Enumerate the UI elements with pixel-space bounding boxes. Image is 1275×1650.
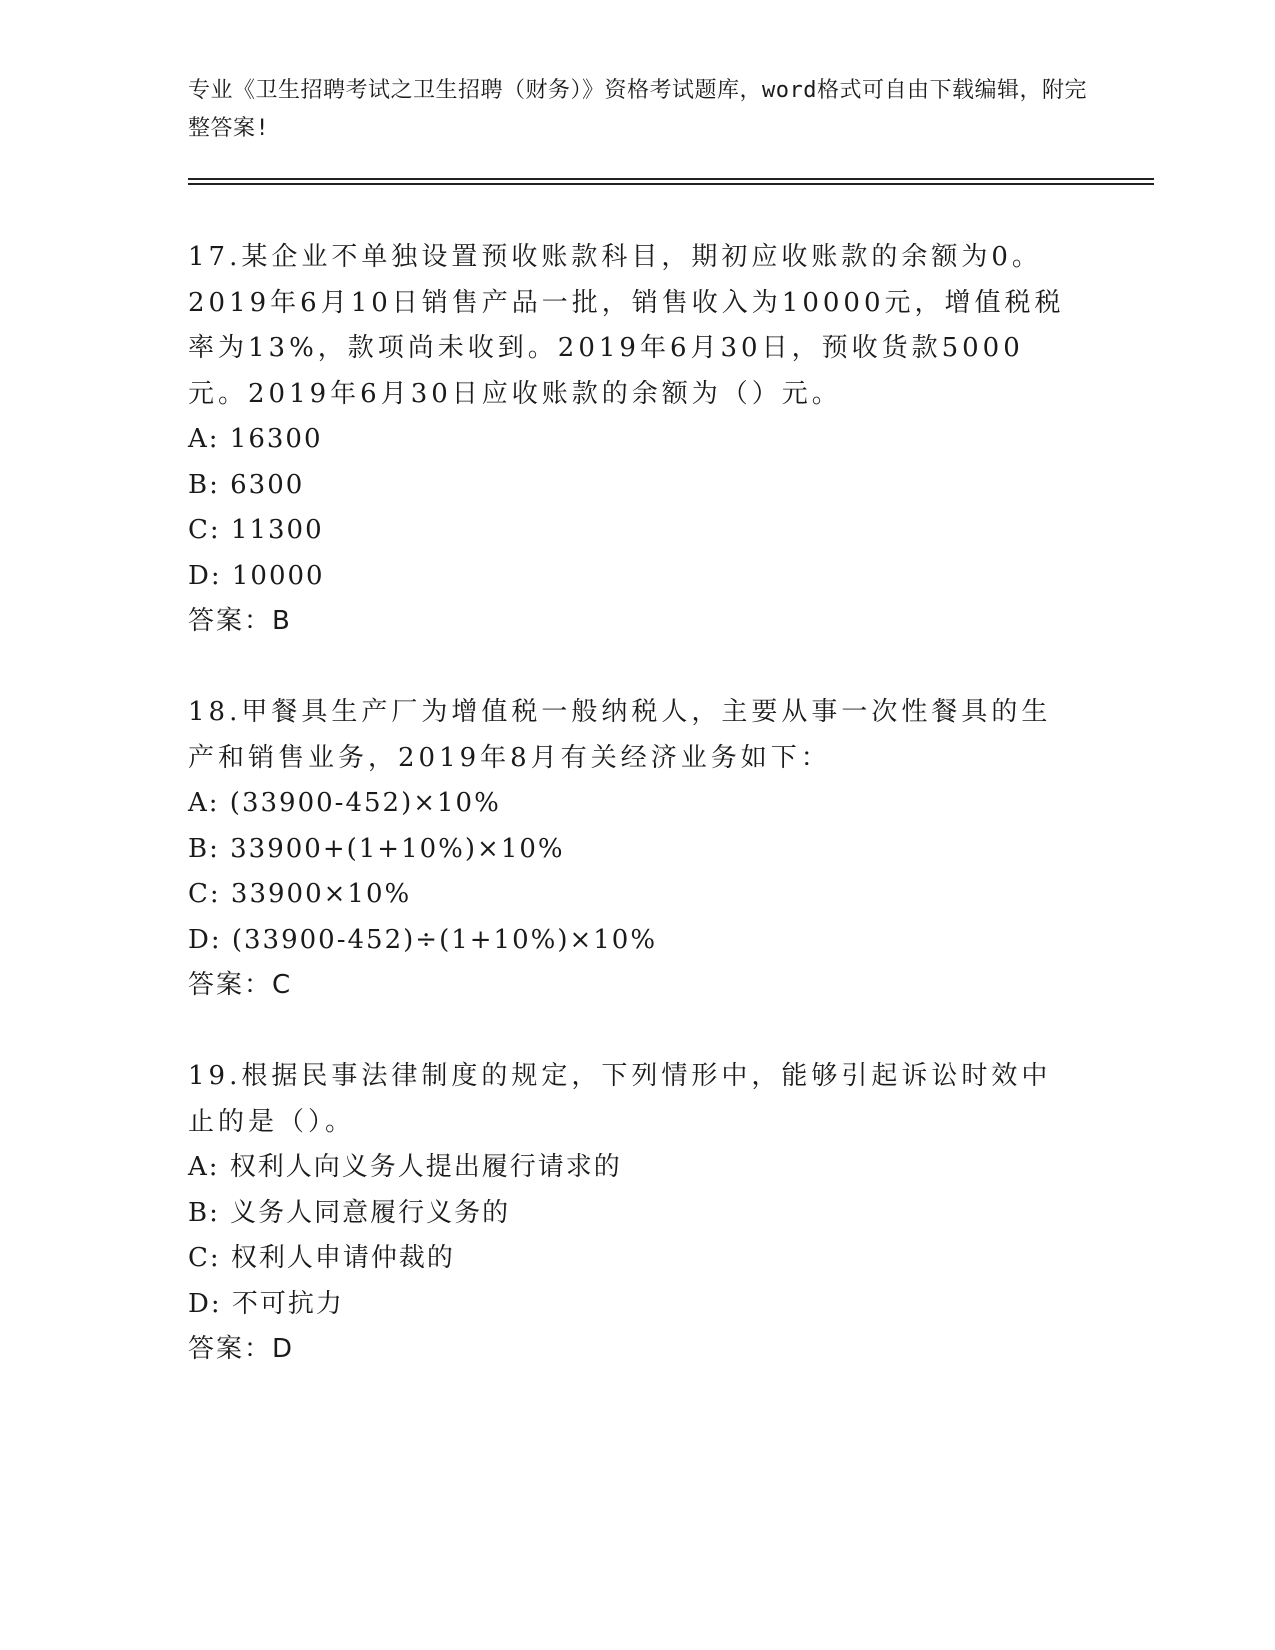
option-b: B: 6300 bbox=[188, 469, 305, 500]
option-d: D: 10000 bbox=[188, 560, 325, 591]
option-d: D: 不可抗力 bbox=[188, 1288, 344, 1319]
question-17 bbox=[188, 235, 1078, 645]
option-b: B: 义务人同意履行义务的 bbox=[188, 1197, 511, 1228]
option-a: A: 16300 bbox=[188, 424, 323, 454]
option-a: A: (33900-452)×10% bbox=[188, 788, 501, 818]
answer-label: 答案：B bbox=[188, 606, 292, 636]
option-c: C: 11300 bbox=[188, 515, 324, 545]
option-a: A: 权利人向义务人提出履行请求的 bbox=[188, 1152, 622, 1182]
option-d: D: (33900-452)÷(1+10%)×10% bbox=[188, 924, 658, 955]
question-18 bbox=[188, 690, 1078, 1009]
option-b: B: 33900+(1+10%)×10% bbox=[188, 833, 565, 864]
document-header: 专业《卫生招聘考试之卫生招聘（财务）》资格考试题库，word格式可自由下载编辑，附完整答案! bbox=[188, 78, 1087, 141]
answer-label: 答案：C bbox=[188, 970, 293, 1000]
option-c: C: 权利人申请仲裁的 bbox=[188, 1243, 455, 1273]
answer-label: 答案：D bbox=[188, 1334, 295, 1364]
question-stem: 18.甲餐具生产厂为增值税一般纳税人，主要从事一次性餐具的生产和销售业务，2019年8月有关经济业务如下： bbox=[188, 697, 1052, 773]
question-stem: 19.根据民事法律制度的规定，下列情形中，能够引起诉讼时效中止的是（）。 bbox=[188, 1061, 1052, 1137]
header-divider-bottom bbox=[188, 183, 1154, 185]
question-stem: 17.某企业不单独设置预收账款科目，期初应收账款的余额为0。2019年6月10日销售产品一批，销售收入为10000元，增值税税率为13%，款项尚未收到。2019年6月30日，预收货款5000元。2019年6月30日应收账款的余额为（）元。 bbox=[188, 242, 1065, 409]
header-divider-top bbox=[188, 178, 1154, 180]
option-c: C: 33900×10% bbox=[188, 879, 412, 909]
question-19 bbox=[188, 1054, 1078, 1373]
